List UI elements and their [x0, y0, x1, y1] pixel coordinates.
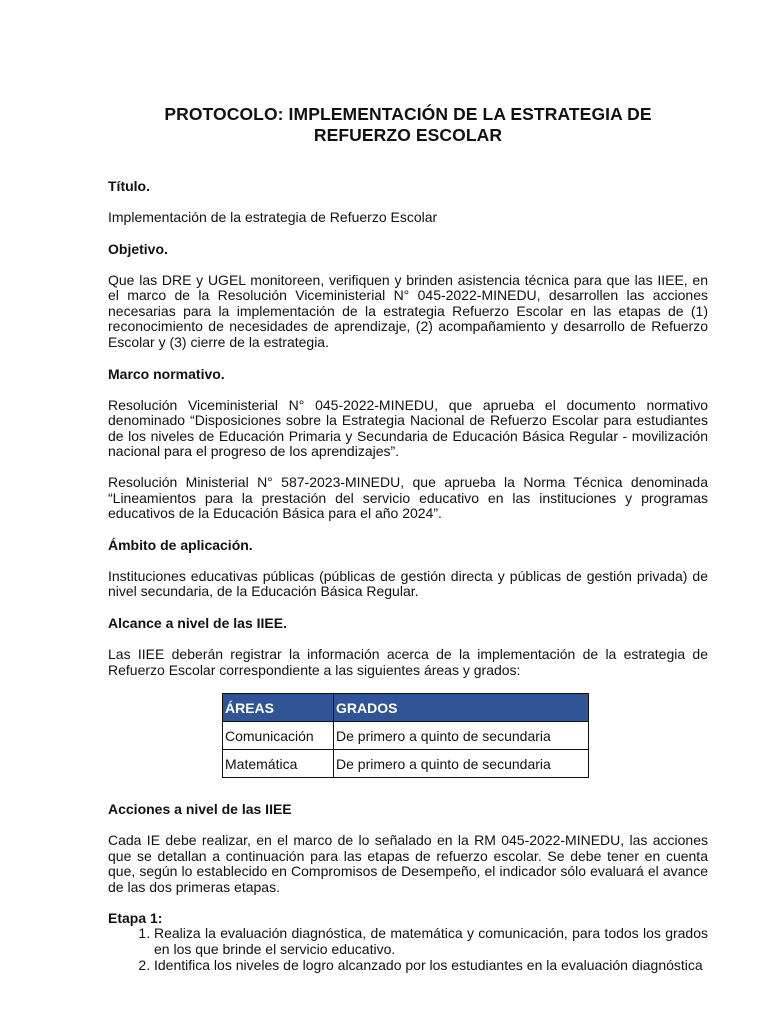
- ambito-text: Instituciones educativas públicas (públicas de gestión directa y públicas de gestión privada) de nivel secundaria, de la Educación Básica Regular.: [108, 567, 708, 600]
- ambito-heading: Ámbito de aplicación.: [108, 536, 253, 553]
- table-row: [223, 750, 589, 778]
- objetivo-text: Que las DRE y UGEL monitoreen, verifiquen y brinden asistencia técnica para que las IIEE, en el marco de la Resolución Viceministerial N° 045-2022-MINEDU, desarrollen las acciones necesarias para la implementación de la estrategia Refuerzo Escolar en las etapas de (1) reconocimiento de necesidades de aprendizaje, (2) acompañamiento y desarrollo de Refuerzo Escolar y (3) cierre de la estrategia.: [108, 271, 708, 350]
- acciones-text: Cada IE debe realizar, en el marco de lo señalado en la RM 045-2022-MINEDU, las acciones que se detallan a continuación para las etapas de refuerzo escolar. Se debe tener en cuenta que, según lo establecido en Compromisos de Desempeño, el indicador sólo evaluará el avance de las dos primeras etapas.: [108, 832, 708, 895]
- table-cell-area: Matemática: [223, 750, 334, 778]
- titulo-heading: Título.: [108, 178, 150, 194]
- alcance-heading: Alcance a nivel de las IIEE.: [108, 614, 287, 631]
- alcance-text: Las IIEE deberán registrar la información acerca de la implementación de la estrategia de Refuerzo Escolar correspondiente a las siguientes áreas y grados:: [108, 645, 708, 678]
- title-line-2: REFUERZO ESCOLAR: [313, 125, 503, 145]
- list-item: 1. Realiza la evaluación diagnóstica, de matemática y comunicación, para todos los grados en los que brinde el servicio educativo.: [154, 926, 708, 957]
- areas-grados-table: [222, 693, 589, 778]
- title-line-1: PROTOCOLO: IMPLEMENTACIÓN DE LA ESTRATEGIA DE: [164, 104, 652, 124]
- list-item: 2. Identifica los niveles de logro alcanzado por los estudiantes en la evaluación diagnóstica: [154, 958, 708, 974]
- table-header-grados: GRADOS: [334, 694, 589, 722]
- acciones-heading: Acciones a nivel de las IIEE: [108, 801, 292, 818]
- titulo-text: Implementación de la estrategia de Refuerzo Escolar: [108, 209, 438, 225]
- etapa-1-heading: Etapa 1:: [108, 910, 163, 927]
- marco-text-1: Resolución Viceministerial N° 045-2022-MINEDU, que aprueba el documento normativo denominado “Disposiciones sobre la Estrategia Nacional de Refuerzo Escolar para estudiantes de los niveles de Educación Primaria y Secundaria de Educación Básica Regular - movilización nacional para el progreso de los aprendizajes”.: [108, 396, 708, 460]
- etapa-1-steps: [108, 926, 708, 973]
- marco-text-2: Resolución Ministerial N° 587-2023-MINEDU, que aprueba la Norma Técnica denominada “Lineamientos para la prestación del servicio educativo en las instituciones y programas educativos de la Educación Básica para el año 2024”.: [108, 473, 708, 522]
- table-cell-grado: De primero a quinto de secundaria: [334, 722, 589, 750]
- marco-heading: Marco normativo.: [108, 365, 225, 382]
- table-row: [223, 722, 589, 750]
- table-header-areas: ÁREAS: [223, 694, 334, 722]
- page-title: [108, 104, 708, 146]
- table-cell-area: Comunicación: [223, 722, 334, 750]
- table-cell-grado: De primero a quinto de secundaria: [334, 750, 589, 778]
- table-header-row: [223, 694, 589, 722]
- objetivo-heading: Objetivo.: [108, 240, 168, 257]
